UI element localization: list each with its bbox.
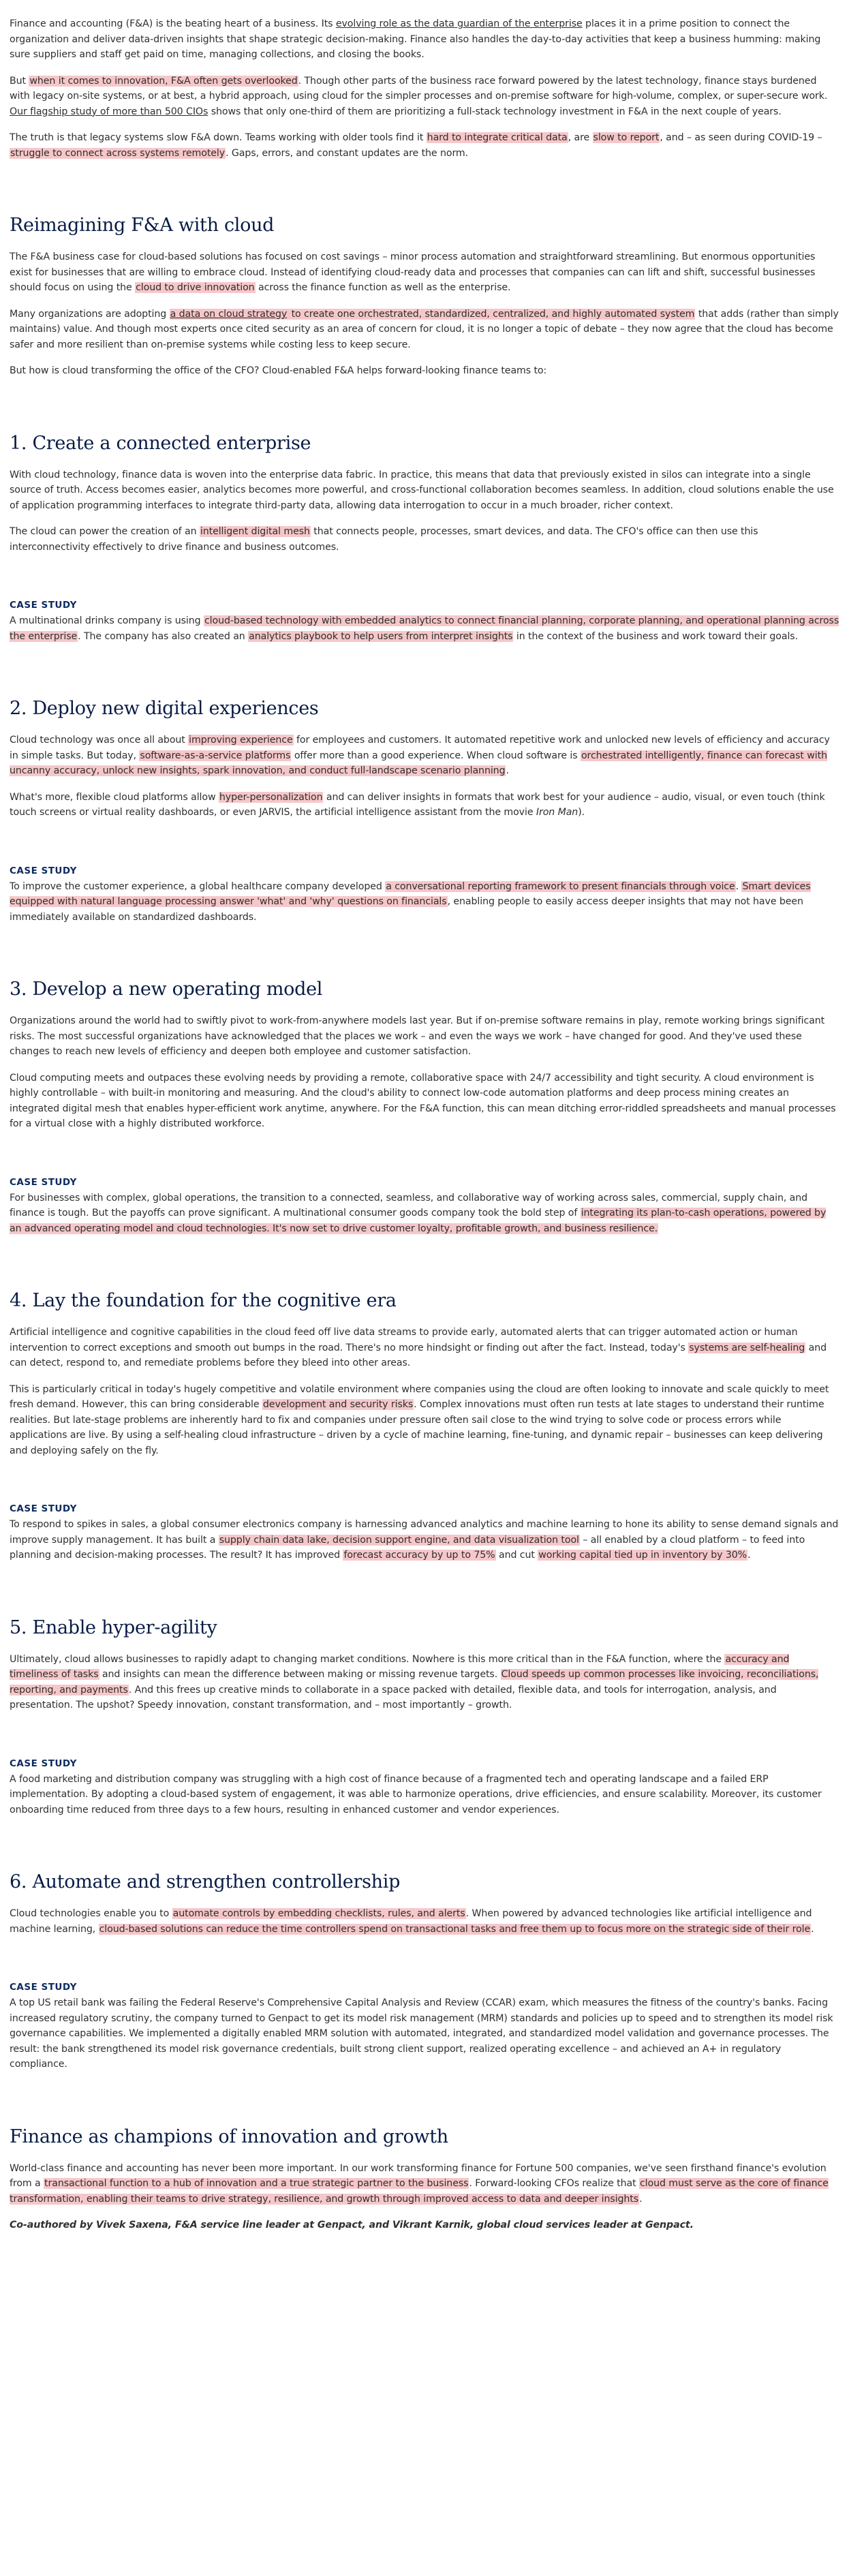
reimagining-paragraph-1	[10, 249, 839, 296]
text-run: . The company has also created an	[78, 630, 249, 642]
highlighted-text: orchestrated intelligently, finance can forecast with uncanny accuracy, unlock new insights, spark innovation, and conduct full-landscape scenario planning	[10, 750, 828, 776]
text-run: .	[639, 2193, 643, 2205]
connected-enterprise-paragraph-2	[10, 524, 839, 555]
text-run: across the finance function as well as the enterprise.	[255, 282, 511, 293]
highlighted-text: hyper-personalization	[219, 791, 323, 803]
intro-paragraph-2	[10, 74, 839, 120]
highlighted-text: Cloud speeds up common processes like invoicing, reconciliations, reporting, and payments	[10, 1669, 819, 1696]
text-run: But	[10, 75, 29, 87]
highlighted-text: accuracy and timeliness of tasks	[10, 1653, 790, 1680]
text-run: . Though other parts of the business race forward powered by the latest technology, finance stays burdened with legacy on-site systems, or at best, a hybrid approach, using cloud for the simpler processes and on-premise software for high-volume, complex, or super-secure work.	[10, 75, 828, 102]
inline-link[interactable]: a data on cloud strategy	[170, 308, 288, 320]
text-run: Cloud technology was once all about	[10, 735, 189, 746]
text-run: in the context of the business and work toward their goals.	[513, 630, 799, 642]
text-run: . Gaps, errors, and constant updates are the norm.	[226, 147, 469, 159]
text-run: Ultimately, cloud allows businesses to rapidly adapt to changing market conditions. Nowhere is this more critical than in the F&A function, where the	[10, 1653, 725, 1665]
operating-model-paragraph-2	[10, 1071, 839, 1132]
text-run: shows that only one-third of them are prioritizing a full-stack technology investment in F&A in the next couple of years.	[208, 106, 782, 117]
highlighted-text: systems are self-healing	[689, 1342, 805, 1353]
case-study-label: CASE STUDY	[10, 1503, 77, 1514]
highlighted-text: transactional function to a hub of innovation and a true strategic partner to the business	[44, 2178, 469, 2189]
highlighted-text: development and security risks	[262, 1399, 414, 1410]
operating-model-paragraph-1	[10, 1013, 839, 1060]
text-run: With cloud technology, finance data is woven into the enterprise data fabric. In practice, this means that data that previously existed in silos can integrate into a single source of truth. Access becomes easier, analytics becomes more powerful, and cross-functional collaboration becomes seamless. In addition, cloud solutions enable the use of application programming interfaces to integrate third-party data, allowing data interrogation to occur in a much broader, richer context.	[10, 469, 834, 511]
section-heading-connected-enterprise: 1. Create a connected enterprise	[10, 432, 311, 454]
text-run: To respond to spikes in sales, a global consumer electronics company is harnessing advanced analytics and machine learning to hone its ability to sense demand signals and improve supply management. It has built a	[10, 1519, 839, 1546]
text-run: , are	[568, 132, 593, 143]
case-study-cognitive-era	[10, 1517, 839, 1563]
reimagining-paragraph-2	[10, 307, 839, 353]
highlighted-text: working capital tied up in inventory by 30%	[538, 1550, 747, 1561]
reimagining-paragraph-3	[10, 363, 839, 379]
section-heading-reimagining: Reimagining F&A with cloud	[10, 215, 275, 236]
highlighted-text: improving experience	[189, 735, 293, 746]
highlighted-text: supply chain data lake, decision support engine, and data visualization tool	[219, 1534, 579, 1546]
highlighted-text: software-as-a-service platforms	[140, 750, 291, 761]
case-study-label: CASE STUDY	[10, 1982, 77, 1993]
highlighted-text: hard to integrate critical data	[427, 132, 568, 143]
text-run: ).	[578, 807, 585, 818]
section-heading-cognitive-era: 4. Lay the foundation for the cognitive era	[10, 1290, 397, 1311]
highlighted-text: cloud-based solutions can reduce the time controllers spend on transactional tasks and free them up to focus more on the strategic side of their role	[99, 1923, 811, 1935]
text-run: for employees and customers. It automated repetitive work and unlocked new levels of efficiency and accuracy in simple tasks. But today,	[10, 735, 830, 761]
highlighted-text: cloud to drive innovation	[136, 282, 255, 293]
text-run: A top US retail bank was failing the Federal Reserve's Comprehensive Capital Analysis and Review (CCAR) exam, which measures the fitness of the country's banks. Facing increased regulatory scrutiny, the company turned to Genpact to get its model risk management (MRM) standards and policies up to speed and to strengthen its model risk governance capabilities. We implemented a digitally enabled MRM solution with automated, integrated, and standardized model validation and governance processes. The result: the bank strengthened its model risk governance credentials, built strong client support, realized operating excellence – and achieved an A+ in regulatory compliance.	[10, 1997, 833, 2070]
digital-experiences-paragraph-2	[10, 790, 839, 821]
text-run: The cloud can power the creation of an	[10, 526, 200, 537]
highlighted-text: integrating its plan-to-cash operations, powered by an advanced operating model and cloud technologies. It's now set to drive customer loyalty, profitable growth, and business resilience.	[10, 1208, 827, 1234]
text-run: Cloud computing meets and outpaces these evolving needs by providing a remote, collaborative space with 24/7 accessibility and tight security. A cloud environment is highly controllable – with built-in monitoring and measuring. And the cloud's ability to connect low-code automation platforms and deep process mining creates an integrated digital mesh that enables hyper-efficient work anytime, anywhere. For the F&A function, this can mean ditching error-riddled spreadsheets and manual processes for a virtual close with a highly distributed workforce.	[10, 1072, 836, 1129]
highlighted-text: a conversational reporting framework to present financials through voice	[386, 880, 735, 892]
text-run: .	[735, 880, 742, 892]
text-run: A multinational drinks company is using	[10, 615, 204, 626]
case-study-operating-model	[10, 1191, 839, 1237]
highlighted-text: cloud-based technology with embedded analytics to connect financial planning, corporate planning, and operational planning across the enterprise	[10, 615, 839, 642]
text-run: Iron Man	[536, 807, 578, 818]
controllership-paragraph-1	[10, 1906, 839, 1937]
case-study-label: CASE STUDY	[10, 1758, 77, 1769]
text-run: To improve the customer experience, a global healthcare company developed	[10, 880, 386, 892]
text-run: .	[506, 765, 509, 776]
highlighted-text: struggle to connect across systems remotely	[10, 147, 226, 159]
case-study-label: CASE STUDY	[10, 865, 77, 876]
highlighted-text: to create one orchestrated, standardized, centralized, and highly automated system	[288, 308, 695, 320]
cognitive-era-paragraph-2	[10, 1382, 839, 1459]
inline-link[interactable]: Our flagship study of more than 500 CIOs	[10, 106, 209, 117]
highlighted-text: automate controls by embedding checklists, rules, and alerts	[172, 1908, 465, 1919]
case-study-label: CASE STUDY	[10, 1176, 77, 1188]
text-run: that adds (rather than simply maintains) value. And though most experts once cited security as an area of concern for cloud, it is no longer a topic of debate – they now agree that the cloud has become safer and more resilient than on-premise systems while costing less to keep secure.	[10, 308, 839, 350]
text-run: places it in a prime position to connect the organization and deliver data-driven insights that shape strategic decision-making. Finance also handles the day-to-day activities that keep a business humming: making sure suppliers and staff get paid on time, managing collections, and closing the books.	[10, 18, 821, 60]
digital-experiences-paragraph-1	[10, 733, 839, 779]
text-run: The F&A business case for cloud-based solutions has focused on cost savings – minor process automation and straightforward streamlining. But enormous opportunities exist for businesses that are willing to embrace cloud. Instead of identifying cloud-ready data and processes that companies can can lift and shift, successful businesses should focus on using the	[10, 251, 816, 293]
highlighted-text: when it comes to innovation, F&A often gets overlooked	[29, 75, 298, 87]
highlighted-text: forecast accuracy by up to 75%	[343, 1550, 495, 1561]
text-run: Cloud technologies enable you to	[10, 1908, 172, 1919]
highlighted-text: Smart devices equipped with natural language processing answer 'what' and 'why' questions on financials	[10, 880, 811, 907]
section-heading-conclusion: Finance as champions of innovation and growth	[10, 2126, 448, 2147]
text-run: .	[747, 1550, 751, 1561]
case-study-digital-experiences	[10, 879, 839, 925]
section-heading-controllership: 6. Automate and strengthen controllership	[10, 1871, 401, 1892]
case-study-connected-enterprise	[10, 613, 839, 644]
text-run: .	[811, 1923, 814, 1935]
text-run: . Complex innovations must often run tests at late stages to understand their runtime realities. But late-stage problems are inherently hard to fix and companies under pressure often sail close to the wind trying to solve code or process errors while applications are live. By using a self-healing cloud infrastructure – driven by a cycle of machine learning, fine-tuning, and dynamic repair – businesses can keep delivering and deploying safely on the fly.	[10, 1399, 824, 1456]
text-run: and cut	[495, 1550, 538, 1561]
text-run: . Forward-looking CFOs realize that	[469, 2178, 639, 2189]
inline-link[interactable]: evolving role as the data guardian of the enterprise	[335, 18, 583, 29]
hyper-agility-paragraph-1	[10, 1652, 839, 1713]
text-run: and insights can mean the difference between making or missing revenue targets.	[99, 1669, 501, 1680]
case-study-hyper-agility	[10, 1772, 839, 1818]
cognitive-era-paragraph-1	[10, 1325, 839, 1371]
connected-enterprise-paragraph-1	[10, 467, 839, 514]
intro-paragraph-1	[10, 16, 839, 63]
case-study-label: CASE STUDY	[10, 600, 77, 611]
text-run: For businesses with complex, global operations, the transition to a connected, seamless, and collaborative way of working across sales, commercial, supply chain, and finance is tough. But the payoffs can prove significant. A multinational consumer goods company took the bold step of	[10, 1192, 808, 1218]
text-run: offer more than a good experience. When cloud software is	[291, 750, 581, 761]
text-run: , enabling people to easily access deeper insights that may not have been immediately available on standardized dashboards.	[10, 896, 803, 923]
text-run: Many organizations are adopting	[10, 308, 170, 320]
text-run: that connects people, processes, smart devices, and data. The CFO's office can then use this interconnectivity effectively to drive finance and business outcomes.	[10, 526, 758, 553]
highlighted-text: intelligent digital mesh	[200, 526, 310, 537]
text-run: . And this frees up creative minds to collaborate in a space packed with detailed, flexible data, and tools for interrogation, analysis, and presentation. The upshot? Speedy innovation, constant transformation, and – most importantly – growth.	[10, 1684, 777, 1711]
text-run: World-class finance and accounting has never been more important. In our work transforming finance for Fortune 500 companies, we've seen firsthand finance's evolution from a	[10, 2162, 827, 2189]
text-run: The truth is that legacy systems slow F&A down. Teams working with older tools find it	[10, 132, 427, 143]
highlighted-text: analytics playbook to help users from interpret insights	[249, 630, 513, 642]
text-run: , and – as seen during COVID-19 –	[660, 132, 822, 143]
highlighted-text: slow to report	[593, 132, 660, 143]
highlighted-text	[170, 309, 288, 320]
text-run: This is particularly critical in today's hugely competitive and volatile environment where companies using the cloud are often looking to innovate and scale quickly to meet fresh demand. However, this can bring considerable	[10, 1383, 829, 1410]
section-heading-hyper-agility: 5. Enable hyper-agility	[10, 1616, 217, 1638]
conclusion-paragraph-1	[10, 2161, 839, 2207]
text-run: – all enabled by a cloud platform – to feed into planning and decision-making processes. The result? It has improved	[10, 1534, 805, 1561]
text-run: But how is cloud transforming the office of the CFO? Cloud-enabled F&A helps forward-looking finance teams to:	[10, 365, 547, 376]
highlighted-text: cloud must serve as the core of finance transformation, enabling their teams to drive strategy, resilience, and growth through improved access to data and deeper insights	[10, 2178, 829, 2205]
text-run: and can deliver insights in formats that work best for your audience – audio, visual, or even touch (think touch screens or virtual reality dashboards, or even JARVIS, the artificial intelligence assistant from the movie	[10, 791, 825, 818]
section-heading-digital-experiences: 2. Deploy new digital experiences	[10, 698, 319, 719]
text-run: What's more, flexible cloud platforms allow	[10, 791, 219, 803]
intro-paragraph-3	[10, 130, 839, 161]
case-study-controllership	[10, 1995, 839, 2072]
text-run: . When powered by advanced technologies like artificial intelligence and machine learning,	[10, 1908, 812, 1935]
text-run: and can detect, respond to, and remediate problems before they bleed into other areas.	[10, 1342, 827, 1368]
text-run: Artificial intelligence and cognitive capabilities in the cloud feed off live data streams to provide early, automated alerts that can trigger automated action or human intervention to correct exceptions and smooth out bumps in the road. There's no more hindsight or finding out after the fact. Instead, today's	[10, 1327, 798, 1353]
text-run: A food marketing and distribution company was struggling with a high cost of finance because of a fragmented tech and operating landscape and a failed ERP implementation. By adopting a cloud-based system of engagement, it was able to harmonize operations, drive efficiencies, and ensure scalability. Moreover, its customer onboarding time reduced from three days to a few hours, resulting in enhanced customer and vendor experiences.	[10, 1773, 822, 1815]
byline: Co-authored by Vivek Saxena, F&A service line leader at Genpact, and Vikrant Karnik, global cloud services leader at Genpact.	[10, 2220, 694, 2230]
text-run: Finance and accounting (F&A) is the beating heart of a business. Its	[10, 18, 336, 29]
section-heading-operating-model: 3. Develop a new operating model	[10, 979, 323, 1000]
text-run: Organizations around the world had to swiftly pivot to work-from-anywhere models last year. But if on-premise software remains in play, remote working brings significant risks. The most successful organizations have acknowledged that the places we work – and even the ways we work – have changed for good. And they've used these changes to reach new levels of efficiency and deepen both employee and customer satisfaction.	[10, 1015, 825, 1057]
